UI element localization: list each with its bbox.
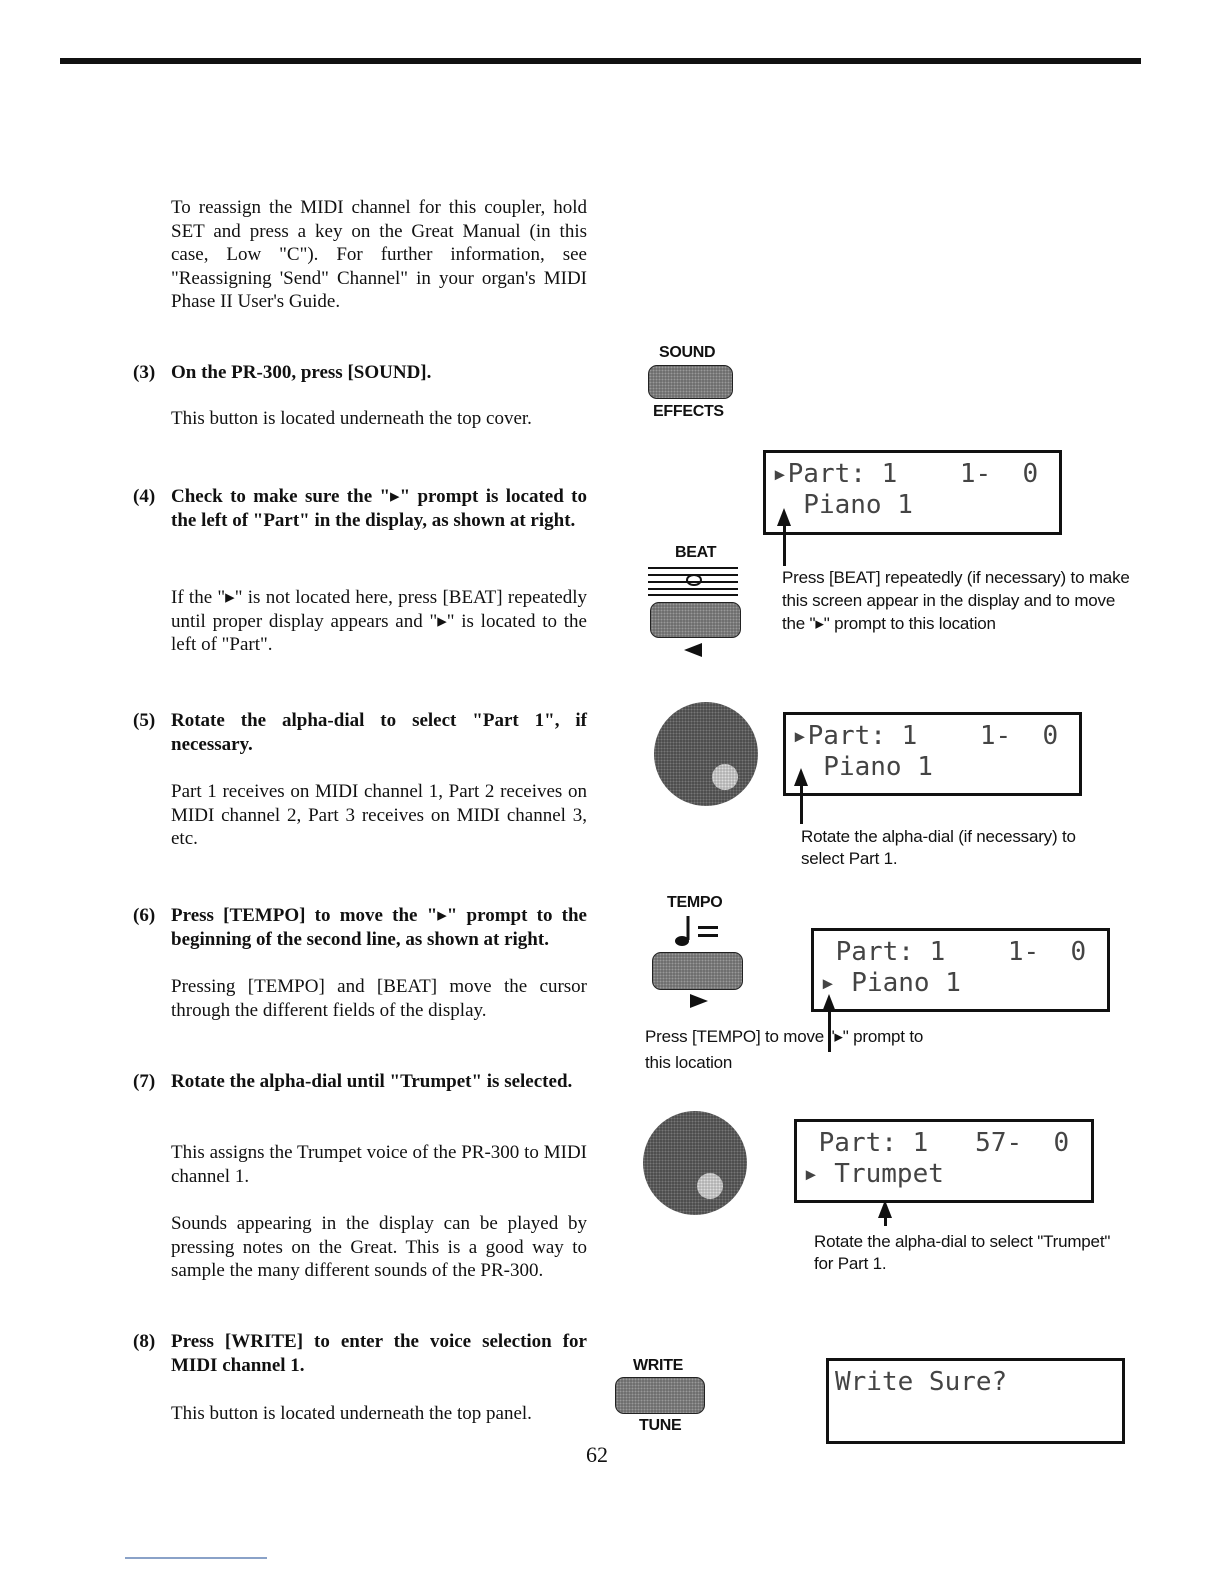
lcd-line-1: Part: 1 1- 0	[820, 937, 1087, 967]
step-number: (4)	[133, 486, 156, 507]
left-arrow-icon	[684, 643, 702, 657]
dial-knob	[712, 764, 738, 790]
step-6-body: Pressing [TEMPO] and [BEAT] move the cursor through the different fields of the display.	[171, 976, 587, 1021]
step-6-heading	[133, 904, 587, 951]
tempo-caption: Press [TEMPO] to move "▸" prompt to this location	[645, 1027, 924, 1072]
step-5-heading	[133, 709, 587, 756]
step-number: (3)	[133, 362, 156, 383]
beat-label: BEAT	[675, 544, 717, 561]
sound-button[interactable]	[648, 365, 733, 399]
step-3-body: This button is located underneath the top cover.	[171, 408, 532, 429]
step-number: (5)	[133, 710, 156, 731]
step-title: Press [TEMPO] to move the "▸" prompt to the beginning of the second line, as shown at right.	[171, 905, 587, 950]
intro-paragraph: To reassign the MIDI channel for this coupler, hold SET and press a key on the Great Manual (in this case, Low "C"). For further information, see "Reassigning 'Send" Channel" in your organ's MIDI Phase II User's Guide.	[171, 197, 587, 312]
dial-knob	[697, 1173, 723, 1199]
step-number: (7)	[133, 1071, 156, 1092]
pointer-line	[783, 524, 786, 566]
lcd-line-2: Piano 1	[792, 752, 933, 782]
beat-button[interactable]	[650, 602, 741, 638]
lcd-line-1: ▸Part: 1 1- 0	[792, 721, 1059, 751]
staff-icon	[648, 565, 738, 597]
step-4-body: If the "▸" is not located here, press [BEAT] repeatedly until proper display appears and "▸" is located to the left of "Part".	[171, 587, 587, 655]
write-button[interactable]	[615, 1377, 705, 1414]
step-3-heading	[133, 361, 587, 385]
lcd-display-5	[826, 1358, 1125, 1444]
tune-label: TUNE	[639, 1417, 682, 1434]
step-7-heading	[133, 1070, 587, 1094]
lcd-line-1: Part: 1 57- 0	[803, 1128, 1070, 1158]
dial-caption-1: Rotate the alpha-dial (if necessary) to select Part 1.	[801, 827, 1076, 868]
lcd-display-4	[794, 1119, 1094, 1203]
header-rule	[60, 58, 1141, 64]
step-title: Press [WRITE] to enter the voice selection for MIDI channel 1.	[171, 1331, 587, 1376]
tempo-button[interactable]	[652, 952, 743, 990]
step-title: On the PR-300, press [SOUND].	[171, 362, 432, 383]
page-number: 62	[586, 1442, 608, 1467]
alpha-dial[interactable]	[643, 1111, 747, 1215]
step-7-body-2: Sounds appearing in the display can be played by pressing notes on the Great. This is a good way to sample the many different sounds of the PR-300.	[171, 1213, 587, 1281]
step-number: (8)	[133, 1331, 156, 1352]
step-number: (6)	[133, 905, 156, 926]
alpha-dial[interactable]	[654, 702, 758, 806]
step-title: Rotate the alpha-dial until "Trumpet" is selected.	[171, 1071, 573, 1092]
lcd-line-2: Piano 1	[772, 490, 913, 520]
lcd-line-1: ▸Part: 1 1- 0	[772, 459, 1039, 489]
step-title: Check to make sure the "▸" prompt is located to the left of "Part" in the display, as shown at right.	[171, 486, 587, 531]
step-7-body: This assigns the Trumpet voice of the PR-300 to MIDI channel 1.	[171, 1142, 587, 1187]
pointer-line	[884, 1210, 887, 1226]
effects-label: EFFECTS	[653, 403, 724, 420]
footer-rule	[125, 1557, 267, 1559]
lcd-line-1: Write Sure?	[835, 1367, 1008, 1397]
sound-label: SOUND	[659, 344, 716, 361]
step-8-body: This button is located underneath the top panel.	[171, 1403, 532, 1424]
right-arrow-icon	[690, 994, 708, 1008]
write-label: WRITE	[633, 1357, 684, 1374]
dial-caption-2: Rotate the alpha-dial to select "Trumpet" for Part 1.	[814, 1232, 1111, 1273]
step-4-heading	[133, 485, 587, 532]
lcd-display-2	[783, 712, 1082, 796]
pointer-line	[800, 784, 803, 824]
lcd-display-1	[763, 450, 1062, 535]
quarter-note-icon	[672, 914, 722, 948]
step-title: Rotate the alpha-dial to select "Part 1", if necessary.	[171, 710, 587, 755]
step-8-heading	[133, 1330, 587, 1377]
lcd-line-2: ▸ Piano 1	[820, 968, 961, 998]
step-5-body: Part 1 receives on MIDI channel 1, Part 2 receives on MIDI channel 2, Part 3 receives on MIDI channel 3, etc.	[171, 781, 587, 849]
lcd-line-2: ▸ Trumpet	[803, 1159, 944, 1189]
beat-caption: Press [BEAT] repeatedly (if necessary) to make this screen appear in the display and to move the "▸" prompt to this location	[782, 568, 1130, 633]
tempo-label: TEMPO	[667, 894, 723, 911]
lcd-display-3	[811, 928, 1110, 1012]
